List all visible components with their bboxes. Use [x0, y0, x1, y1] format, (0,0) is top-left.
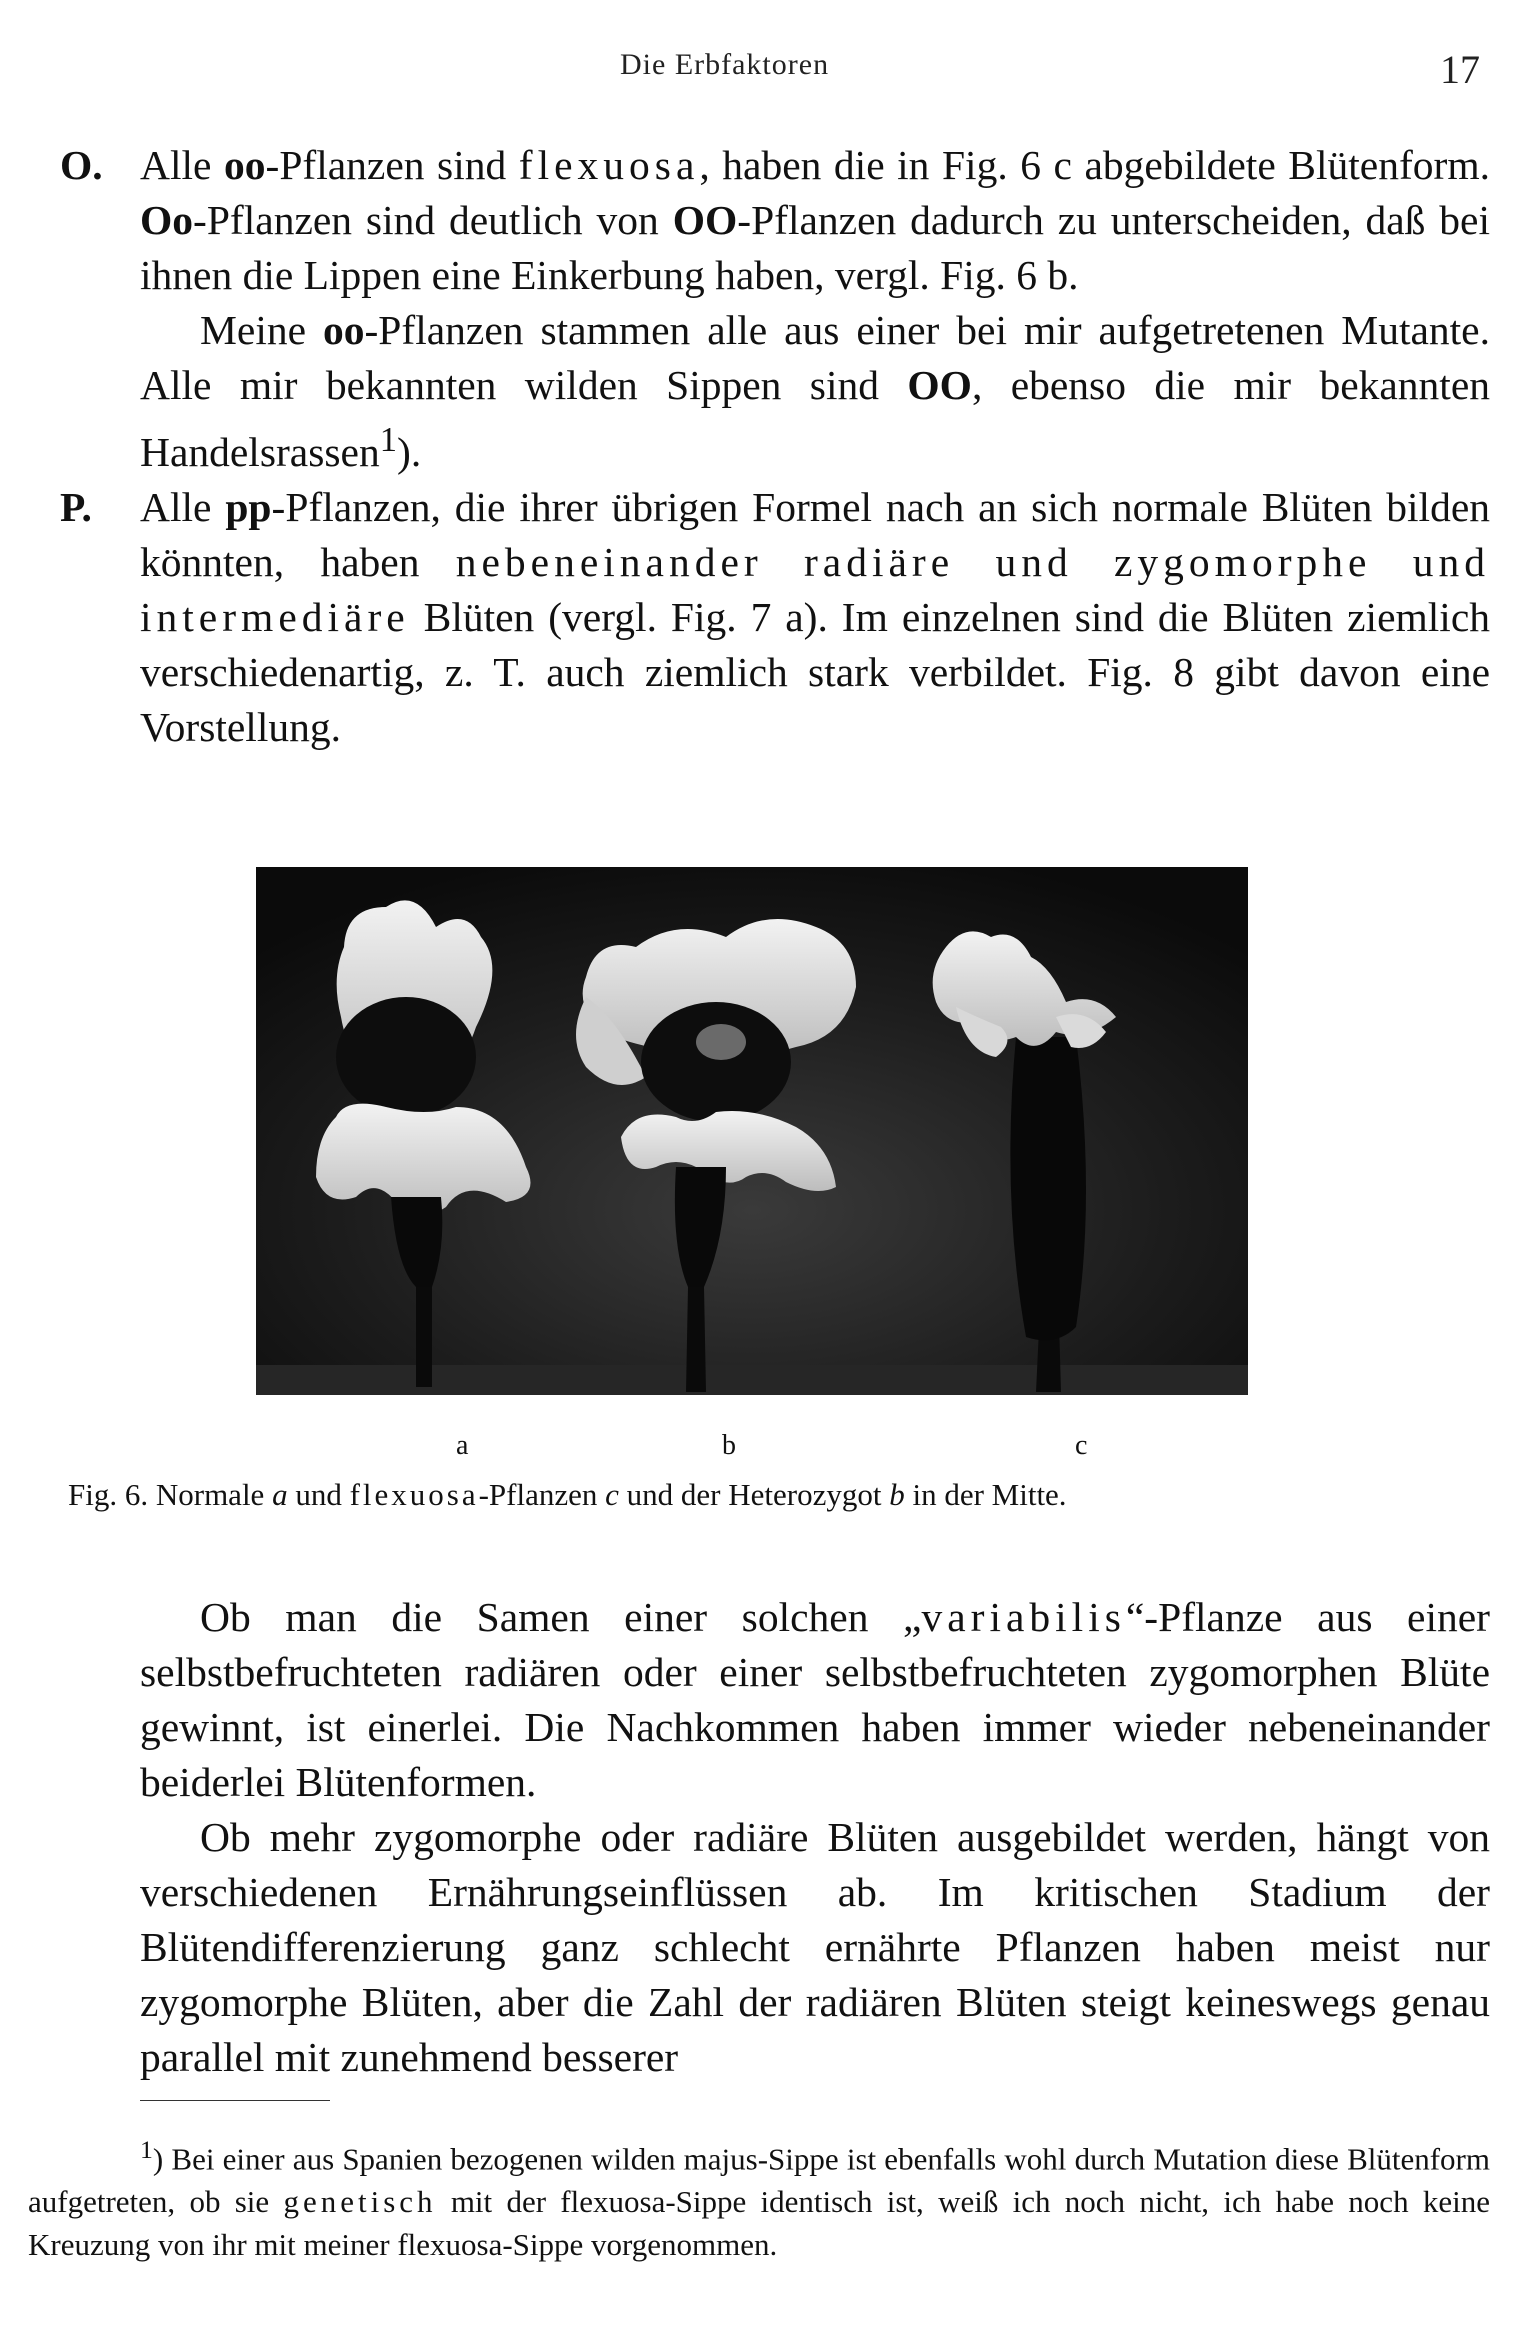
- caption-label: Fig. 6.: [68, 1477, 149, 1512]
- text-run: mit der flexuosa-Sippe identisch ist, weiß ich noch nicht, ich habe noch keine Kreuzung von ihr mit meiner flexuosa-Sippe vorgenommen.: [28, 2184, 1490, 2263]
- genotype-term: OO: [907, 362, 972, 408]
- footnote-reference: 1: [379, 421, 397, 459]
- flower-photo: [256, 867, 1248, 1395]
- section-letter-o: O.: [60, 142, 103, 188]
- text-run: Blüten (vergl. Fig. 7 a). Im einzelnen sind die Blüten ziemlich verschiedenartig, z. T. auch ziemlich stark verbildet. Fig. 8 gibt davon eine Vorstellung.: [140, 593, 1490, 750]
- variabilis-paragraph: [60, 1590, 1490, 1810]
- text-run: b: [889, 1477, 905, 1512]
- figure-6-photograph: [256, 867, 1248, 1395]
- text-run: , haben die in Fig. 6 c abgebildete Blütenform.: [699, 142, 1491, 188]
- text-run: “-Pflanze aus einer selbstbefruchteten radiären oder einer selbstbefruchteten zygomorphen Blüte gewinnt, ist einerlei. Die Nachkommen haben immer wieder nebeneinander beiderlei Blütenformen.: [140, 1594, 1490, 1805]
- section-o-paragraph-1: [60, 138, 1490, 303]
- text-run: Alle: [140, 483, 226, 530]
- emphasis-term: genetisch: [283, 2184, 437, 2220]
- text-run: Alle: [140, 142, 224, 188]
- genotype-term: pp: [225, 483, 272, 530]
- section-p-paragraph: [60, 480, 1490, 755]
- text-run: Meine: [200, 307, 323, 353]
- page-number: 17: [1440, 47, 1480, 92]
- panel-letter-a: a: [456, 1430, 469, 1461]
- text-run: und der Heterozygot: [618, 1477, 890, 1512]
- text-run: und: [287, 1477, 350, 1512]
- text-run: in der Mitte.: [904, 1477, 1067, 1512]
- emphasis-term: variabilis: [921, 1594, 1126, 1640]
- genotype-term: oo: [322, 307, 365, 353]
- text-run: -Pflanzen, die ihrer übrigen Formel nach an sich normale Blüten bilden könnten, haben: [140, 483, 1490, 585]
- text-run: -Pflanzen sind: [265, 142, 519, 188]
- genotype-term: OO: [672, 197, 738, 243]
- text-run: -Pflanzen stammen alle aus einer bei mir aufgetretenen Mutante. Alle mir bekannten wilden Sippen sind: [140, 307, 1490, 408]
- genotype-term: Oo: [140, 197, 194, 243]
- section-o-paragraph-2: [60, 303, 1490, 480]
- text-run: Normale: [148, 1477, 273, 1512]
- text-run: c: [605, 1477, 619, 1512]
- text-run: a: [272, 1477, 288, 1512]
- text-run: -Pflanzen sind deutlich von: [193, 197, 673, 243]
- upper-text: [60, 138, 1490, 755]
- text-run: -Pflanzen dadurch zu unterscheiden, daß bei ihnen die Lippen eine Einkerbung haben, vergl. Fig. 6 b.: [140, 197, 1490, 298]
- page-header: [0, 48, 1530, 98]
- emphasis-term: flexuosa: [349, 1477, 479, 1512]
- text-run: Ob man die Samen einer solchen „: [200, 1594, 922, 1640]
- emphasis-term: flexuosa: [518, 142, 700, 188]
- figure-caption: [68, 1475, 1468, 1515]
- figure-panel-letters: [0, 1430, 1530, 1470]
- text-run: , ebenso die mir bekannten Handelsrassen: [140, 362, 1491, 475]
- text-run: ).: [397, 428, 422, 475]
- footnote-marker: 1: [140, 2135, 153, 2164]
- text-run: -Pflanzen: [478, 1477, 606, 1512]
- genotype-term: oo: [224, 142, 266, 188]
- footnote: [28, 2128, 1490, 2266]
- nutrition-paragraph: Ob mehr zygomorphe oder radiäre Blüten ausgebildet werden, hängt von verschiedenen Ernährungseinflüssen ab. Im kritischen Stadium der Blütendifferenzierung ganz schlecht ernährte Pflanzen haben meist nur zygomorphe Blüten, aber die Zahl der radiären Blüten steigt keineswegs genau parallel mit zunehmend besserer: [140, 1814, 1490, 2080]
- footnote-rule: [140, 2100, 330, 2101]
- panel-letter-c: c: [1075, 1430, 1088, 1461]
- lower-text: [60, 1590, 1490, 2085]
- text-run: ) Bei einer aus Spanien bezogenen wilden majus-Sippe ist ebenfalls wohl durch Mutation diese Blütenform aufgetreten, ob sie: [28, 2141, 1490, 2220]
- emphasis-term: nebeneinander radiäre und zygomorphe und intermediäre: [140, 538, 1490, 640]
- panel-letter-b: b: [722, 1430, 736, 1461]
- running-title: Die Erbfaktoren: [620, 48, 830, 81]
- section-letter-p: P.: [60, 483, 92, 530]
